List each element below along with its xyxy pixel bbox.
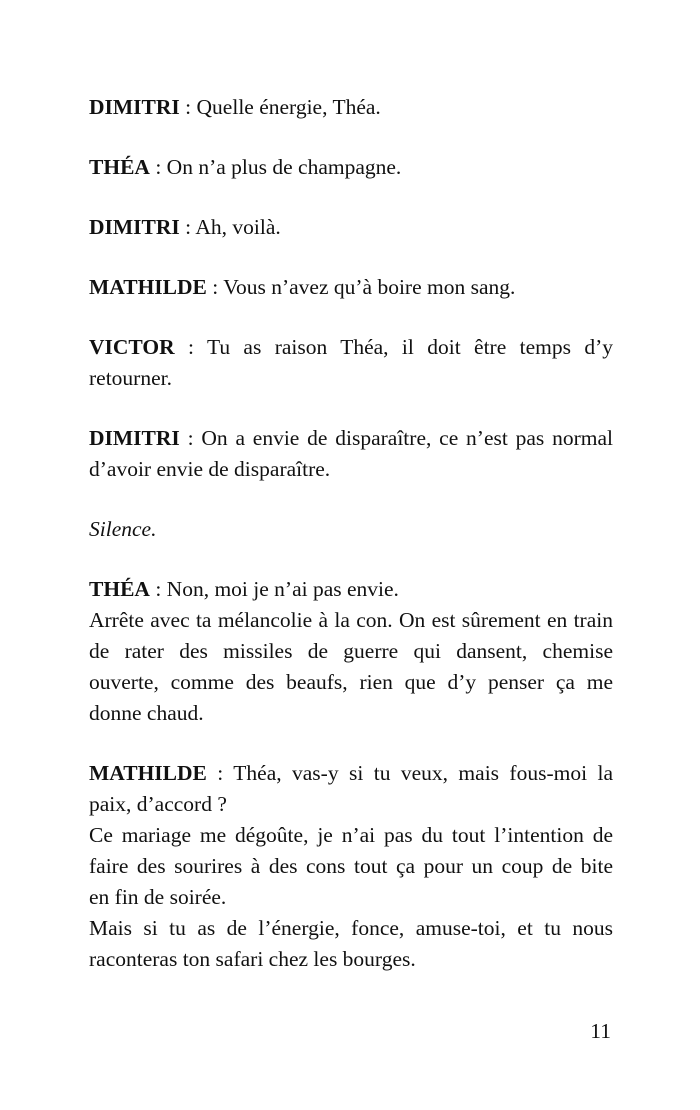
speech-text: Arrête avec ta mélancolie à la con. On est sûrement en train	[89, 608, 613, 632]
speaker-name: MATHILDE	[89, 761, 207, 785]
speech-text: Théa, vas-y si tu veux, mais fous-moi la	[233, 761, 613, 785]
speech-text: retourner.	[89, 366, 172, 390]
speech-text: d’avoir envie de disparaître.	[89, 457, 331, 481]
stage-direction-text: Silence.	[89, 517, 157, 541]
speaker-name: DIMITRI	[89, 215, 180, 239]
speech-text: de rater des missiles de guerre qui dansent, chemise	[89, 639, 613, 663]
speech-text: Non, moi je n’ai pas envie.	[166, 577, 399, 601]
separator: :	[149, 577, 167, 601]
separator: :	[206, 275, 224, 299]
page-number: 11	[590, 1019, 611, 1043]
dialogue-line	[89, 152, 613, 183]
speaker-name: DIMITRI	[89, 95, 180, 119]
dialogue-line	[89, 92, 613, 123]
dialogue-line	[89, 758, 613, 975]
speech-text: Ah, voilà.	[195, 215, 281, 239]
speech-text: On n’a plus de champagne.	[166, 155, 402, 179]
speech-text: paix, d’accord ?	[89, 792, 227, 816]
separator: :	[179, 215, 196, 239]
speech-text: en fin de soirée.	[89, 885, 227, 909]
speaker-name: DIMITRI	[89, 426, 180, 450]
speech-text: Ce mariage me dégoûte, je n’ai pas du tout l’intention de	[89, 823, 613, 847]
speech-text: faire des sourires à des cons tout ça pour un coup de bite	[89, 854, 613, 878]
separator: :	[149, 155, 167, 179]
speaker-name: THÉA	[89, 577, 150, 601]
speech-text: Tu as raison Théa, il doit être temps d’y	[206, 335, 613, 359]
speech-text: Mais si tu as de l’énergie, fonce, amuse-toi, et tu nous	[89, 916, 613, 940]
script-page	[89, 92, 613, 1004]
dialogue-line	[89, 332, 613, 394]
speech-text: donne chaud.	[89, 701, 204, 725]
speech-text: On a envie de disparaître, ce n’est pas normal	[201, 426, 613, 450]
speaker-name: THÉA	[89, 155, 150, 179]
separator: :	[174, 335, 207, 359]
speaker-name: VICTOR	[89, 335, 175, 359]
speech-text: Quelle énergie, Théa.	[196, 95, 381, 119]
dialogue-line	[89, 423, 613, 485]
separator: :	[179, 95, 197, 119]
speech-text: Vous n’avez qu’à boire mon sang.	[223, 275, 516, 299]
separator: :	[179, 426, 202, 450]
speech-text: raconteras ton safari chez les bourges.	[89, 947, 416, 971]
speech-text: ouverte, comme des beaufs, rien que d’y penser ça me	[89, 670, 613, 694]
dialogue-line	[89, 212, 613, 243]
speaker-name: MATHILDE	[89, 275, 207, 299]
dialogue-line	[89, 272, 613, 303]
separator: :	[206, 761, 234, 785]
stage-direction	[89, 514, 613, 545]
dialogue-line	[89, 574, 613, 729]
